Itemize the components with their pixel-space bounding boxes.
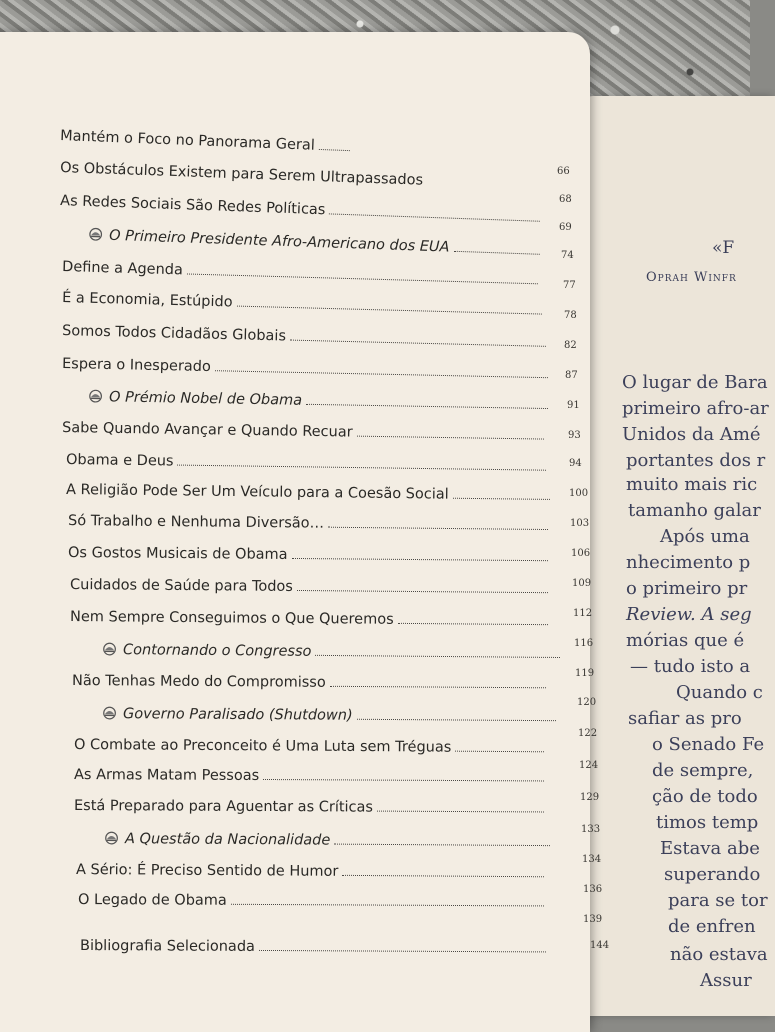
dot-leader (398, 613, 548, 625)
toc-page-number: 119 (575, 668, 594, 679)
right-page-line: Assur (700, 970, 752, 991)
quote-attribution: Oprah Winfr (646, 270, 737, 285)
toc-page-number: 68 (559, 194, 572, 205)
toc-entry-title: Nem Sempre Conseguimos o Que Queremos (70, 609, 398, 628)
right-page-line: Review. A seg (626, 604, 752, 625)
dot-leader (297, 580, 548, 593)
toc-entry (72, 673, 552, 702)
dot-leader (231, 894, 544, 907)
toc-entry-title: Está Preparado para Aguentar as Críticas (74, 798, 377, 816)
dot-leader (292, 548, 549, 561)
toc-entry-title: A Questão da Nacionalidade (125, 831, 334, 848)
toc-page-number: 109 (572, 578, 591, 589)
right-page-line: nhecimento p (626, 552, 750, 573)
toc-page-number: 106 (571, 548, 590, 559)
toc-page-number: 112 (573, 608, 592, 619)
toc-page-number: 82 (564, 340, 577, 351)
toc-page-number: 133 (581, 824, 600, 835)
dot-leader (357, 426, 545, 440)
right-page-line: Quando c (676, 682, 763, 703)
toc-entry-title: Os Gostos Musicais de Obama (68, 545, 292, 563)
toc-page-number: 129 (580, 792, 599, 803)
right-page-line: o primeiro pr (626, 578, 747, 599)
toc-page-number: 139 (583, 914, 602, 925)
toc-entry-title: A Religião Pode Ser Um Veículo para a Coesão Social (66, 482, 453, 503)
right-page-line: o Senado Fe (652, 734, 764, 755)
right-page-line: muito mais ric (626, 474, 757, 495)
toc-page-number: 69 (559, 222, 572, 233)
capitol-dome-icon (104, 831, 119, 844)
dot-leader (453, 241, 540, 255)
toc-subentry (102, 705, 562, 734)
dot-leader (334, 834, 550, 847)
right-page-line: Após uma (660, 526, 750, 547)
toc-page-number: 100 (569, 488, 588, 499)
toc-entry (78, 892, 550, 920)
toc-entry-title: Sabe Quando Avançar e Quando Recuar (62, 420, 357, 441)
right-page-line: Unidos da Amé (622, 424, 761, 445)
toc-entry (70, 609, 554, 639)
dot-leader (377, 801, 544, 813)
toc-page-number: 120 (577, 697, 596, 708)
dot-leader (455, 741, 544, 753)
capitol-dome-icon (88, 389, 103, 402)
toc-entry-title: A Sério: É Preciso Sentido de Humor (76, 862, 342, 880)
toc-entry-title: Governo Paralisado (Shutdown) (123, 706, 357, 724)
toc-entry-title: Os Obstáculos Existem para Serem Ultrapassados (60, 160, 427, 189)
capitol-dome-icon (88, 227, 103, 241)
toc-entry (76, 862, 550, 891)
toc-entry-title: O Prémio Nobel de Obama (109, 389, 306, 408)
toc-entry (68, 513, 554, 544)
dot-leader (319, 139, 351, 151)
toc-entry-title: Mantém o Foco no Panorama Geral (60, 128, 319, 154)
dot-leader (330, 676, 546, 689)
right-page-line: ção de todo (652, 786, 758, 807)
toc-page-number: 74 (561, 250, 574, 261)
toc-page-number: 144 (590, 940, 609, 951)
toc-entry-title: O Combate ao Preconceito é Uma Luta sem Tréguas (74, 737, 455, 756)
toc-page-number: 134 (582, 854, 601, 865)
toc-page-number: 124 (579, 760, 598, 771)
toc-entry-title: As Redes Sociais São Redes Políticas (60, 193, 330, 218)
toc-entry-title: O Legado de Obama (78, 892, 231, 909)
toc-page-number: 103 (570, 518, 589, 529)
dot-leader (453, 488, 550, 500)
dot-leader (357, 709, 556, 721)
quote-mark: «F (712, 238, 734, 258)
toc-page-number: 87 (565, 370, 578, 381)
toc-entry-title: Contornando o Congresso (123, 642, 316, 660)
right-page-line: para se tor (668, 890, 768, 911)
toc-entry-title: As Armas Matam Pessoas (74, 767, 263, 784)
dot-leader (263, 769, 544, 781)
toc-subentry (102, 641, 566, 671)
right-page-line: timos temp (656, 812, 758, 833)
right-page-line: portantes dos r (626, 450, 765, 471)
right-page-line: tamanho galar (628, 500, 761, 521)
toc-entry (74, 798, 550, 826)
toc-entry-title: Define a Agenda (62, 259, 187, 278)
dot-leader (177, 455, 546, 471)
right-page-line: — tudo isto a (630, 656, 750, 677)
toc-entry-title: Somos Todos Cidadãos Globais (62, 323, 290, 345)
toc-page-number: 116 (574, 638, 593, 649)
toc-entry-title: É a Economia, Estúpido (62, 290, 237, 311)
toc-page-number: 122 (578, 728, 597, 739)
toc-page-number: 77 (563, 280, 576, 291)
toc-entry (68, 545, 554, 575)
capitol-dome-icon (102, 642, 117, 655)
right-page-line: superando (664, 864, 760, 885)
dot-leader (315, 645, 560, 658)
toc-entry (74, 767, 550, 795)
right-page-line: Estava abe (660, 838, 760, 859)
toc-entry-title: Obama e Deus (66, 452, 178, 470)
right-page-line: não estava (670, 944, 768, 965)
dot-leader (306, 394, 548, 409)
toc-page-number: 78 (564, 310, 577, 321)
toc-page-number: 91 (567, 400, 580, 411)
right-page-line: safiar as pro (628, 708, 742, 729)
right-page-line: O lugar de Bara (622, 372, 768, 393)
toc-entry-title: Bibliografia Selecionada (80, 938, 259, 955)
toc-page-number: 66 (557, 166, 570, 177)
right-page-line: de enfren (668, 916, 756, 937)
right-page-line: primeiro afro-ar (622, 398, 769, 419)
toc-entry-title: O Primeiro Presidente Afro-Americano dos EUA (109, 228, 454, 256)
right-page-line: mórias que é (626, 630, 744, 651)
capitol-dome-icon (102, 706, 117, 719)
toc-entry (70, 577, 554, 607)
right-page-line: de sempre, (652, 760, 753, 781)
dot-leader (259, 940, 546, 953)
toc-entry-title: Espera o Inesperado (62, 356, 215, 375)
dot-leader (328, 517, 548, 530)
toc-entry-title: Não Tenhas Medo do Compromisso (72, 673, 330, 691)
toc-entry-title: Só Trabalho e Nenhuma Diversão… (68, 513, 328, 532)
dot-leader (342, 865, 544, 877)
toc-entry (80, 938, 552, 966)
toc-page-number: 93 (568, 430, 581, 441)
toc-page-number: 136 (583, 884, 602, 895)
toc-page-number: 94 (569, 458, 582, 469)
toc-subentry (104, 830, 556, 859)
toc-entry (74, 737, 550, 766)
toc-entry-title: Cuidados de Saúde para Todos (70, 577, 297, 595)
